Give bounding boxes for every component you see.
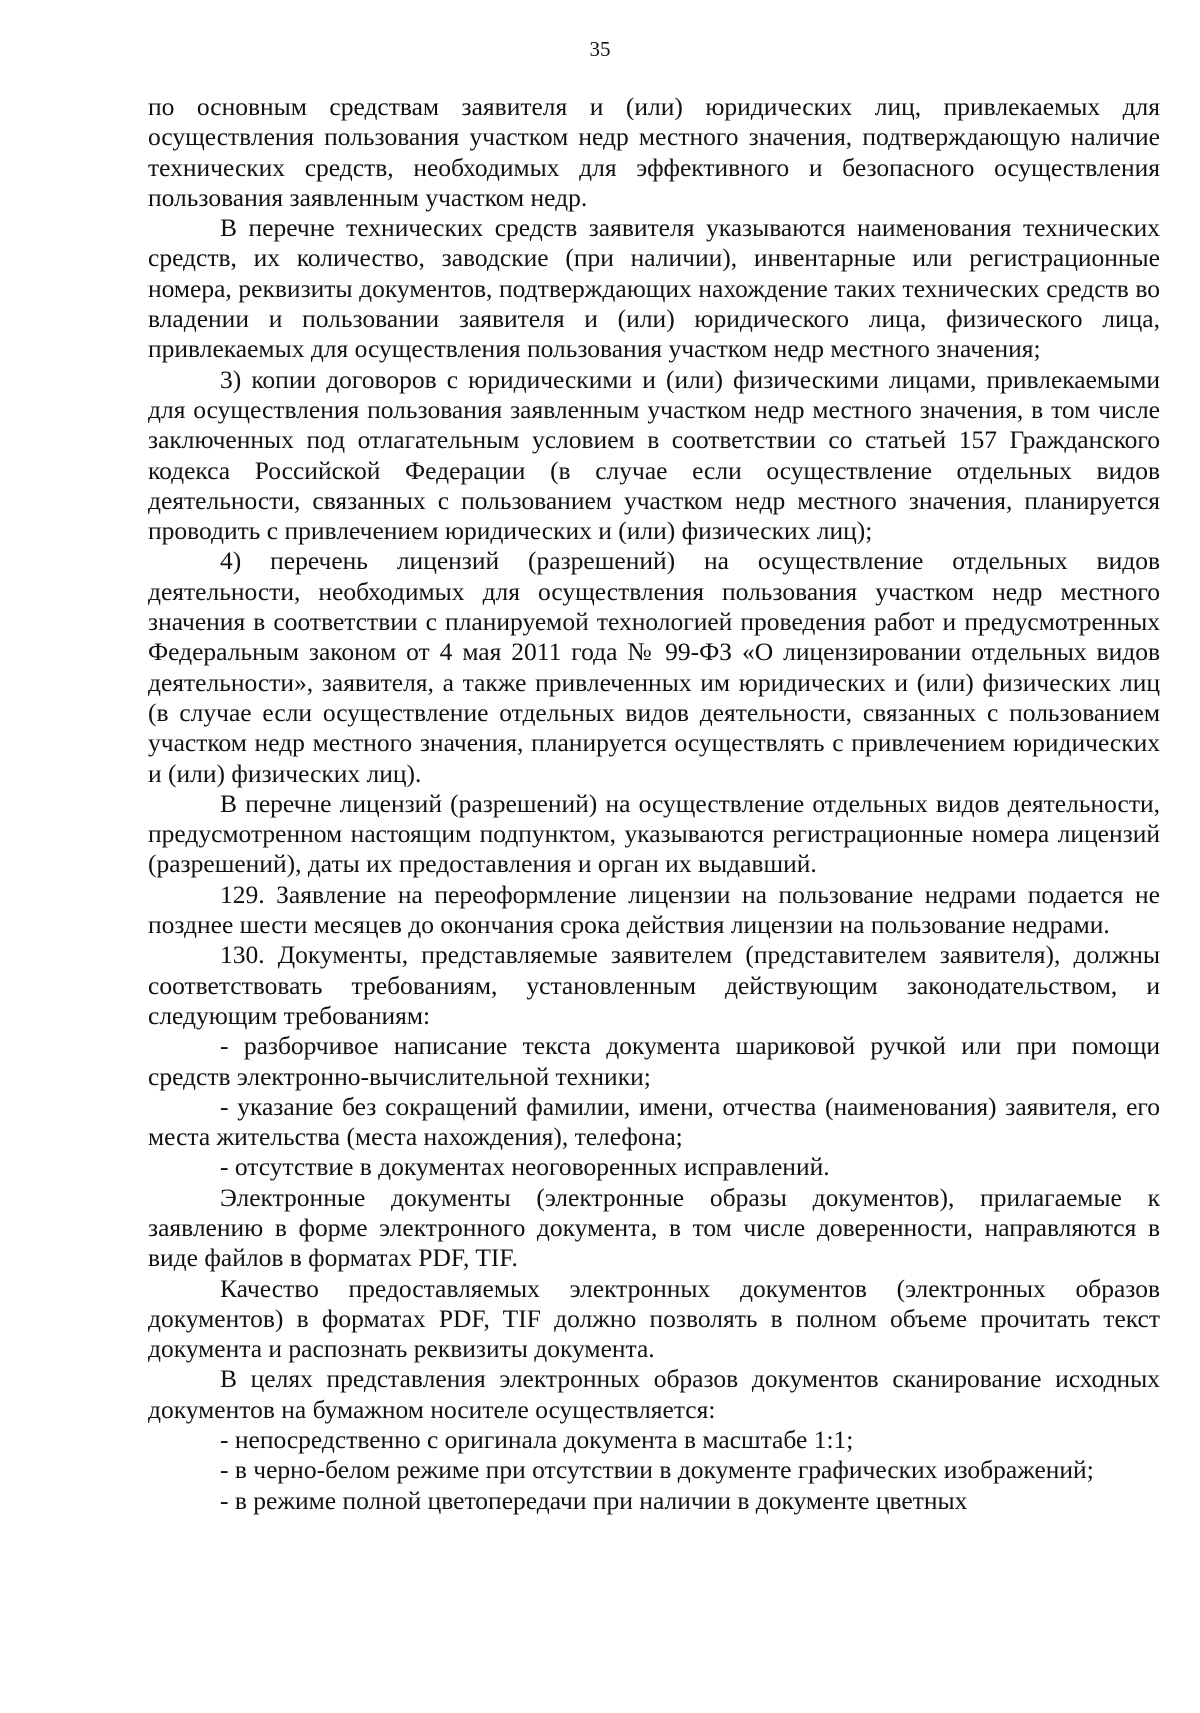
paragraph-electronic-documents: Электронные документы (электронные образы документов), прилагаемые к заявлению в форме электронного документа, в том числе доверенности, направляются в виде файлов в форматах PDF, TIF. xyxy=(148,1182,1160,1273)
paragraph-technical-means-list: В перечне технических средств заявителя указываются наименования технических средств, их количество, заводские (при наличии), инвентарные или регистрационные номера, реквизиты документов, подтверждающих нахождение таких технических средств во владении и пользовании заявителя и (или) юридического лица, физического лица, привлекаемых для осуществления пользования участком недр местного значения; xyxy=(148,213,1160,364)
paragraph-licenses-list: В перечне лицензий (разрешений) на осуществление отдельных видов деятельности, предусмотренном настоящим подпунктом, указываются регистрационные номера лицензий (разрешений), даты их предоставления и орган их выдавший. xyxy=(148,788,1160,879)
paragraph-quality: Качество предоставляемых электронных документов (электронных образов документов) в форматах PDF, TIF должно позволять в полном объеме прочитать текст документа и распознать реквизиты документа. xyxy=(148,1273,1160,1364)
requirement-full-name: - указание без сокращений фамилии, имени, отчества (наименования) заявителя, его места жительства (места нахождения), телефона; xyxy=(148,1091,1160,1152)
paragraph-continuation: по основным средствам заявителя и (или) юридических лиц, привлекаемых для осуществления пользования участком недр местного значения, подтверждающую наличие технических средств, необходимых для эффективного и безопасного осуществления пользования заявленным участком недр. xyxy=(148,92,1160,212)
page-number: 35 xyxy=(589,37,611,61)
scanning-rule-full-color: - в режиме полной цветопередачи при наличии в документе цветных xyxy=(220,1485,968,1515)
scanning-rule-scale: - непосредственно с оригинала документа в масштабе 1:1; xyxy=(220,1425,854,1455)
paragraph-item-3: 3) копии договоров с юридическими и (или) физическими лицами, привлекаемыми для осуществления пользования заявленным участком недр местного значения, в том числе заключенных под отлагательным условием в соответствии со статьей 157 Гражданского кодекса Российской Федерации (в случае если осуществление отдельных видов деятельности, связанных с пользованием участком недр местного значения, планируется проводить с привлечением юридических и (или) физических лиц); xyxy=(148,364,1160,546)
requirement-legible-text: - разборчивое написание текста документа шариковой ручкой или при помощи средств электронно-вычислительной техники; xyxy=(148,1031,1160,1091)
document-body xyxy=(148,92,1160,1516)
paragraph-129: 129. Заявление на переоформление лицензии на пользование недрами подается не позднее шести месяцев до окончания срока действия лицензии на пользование недрами. xyxy=(148,879,1160,940)
paragraph-item-4: 4) перечень лицензий (разрешений) на осуществление отдельных видов деятельности, необходимых для осуществления пользования участком недр местного значения в соответствии с планируемой технологией проведения работ и предусмотренных Федеральным законом от 4 мая 2011 года № 99-ФЗ «О лицензировании отдельных видов деятельности», заявителя, а также привлеченных им юридических и (или) физических лиц (в случае если осуществление отдельных видов деятельности, связанных с пользованием участком недр местного значения, планируется осуществлять с привлечением юридических и (или) физических лиц). xyxy=(148,546,1160,788)
requirement-no-corrections: - отсутствие в документах неоговоренных исправлений. xyxy=(220,1152,830,1182)
paragraph-130: 130. Документы, представляемые заявителем (представителем заявителя), должны соответствовать требованиям, установленным действующим законодательством, и следующим требованиям: xyxy=(148,940,1160,1030)
scanning-rule-black-white: - в черно-белом режиме при отсутствии в документе графических изображений; xyxy=(220,1455,1094,1485)
paragraph-scanning: В целях представления электронных образов документов сканирование исходных документов на бумажном носителе осуществляется: xyxy=(148,1364,1160,1424)
